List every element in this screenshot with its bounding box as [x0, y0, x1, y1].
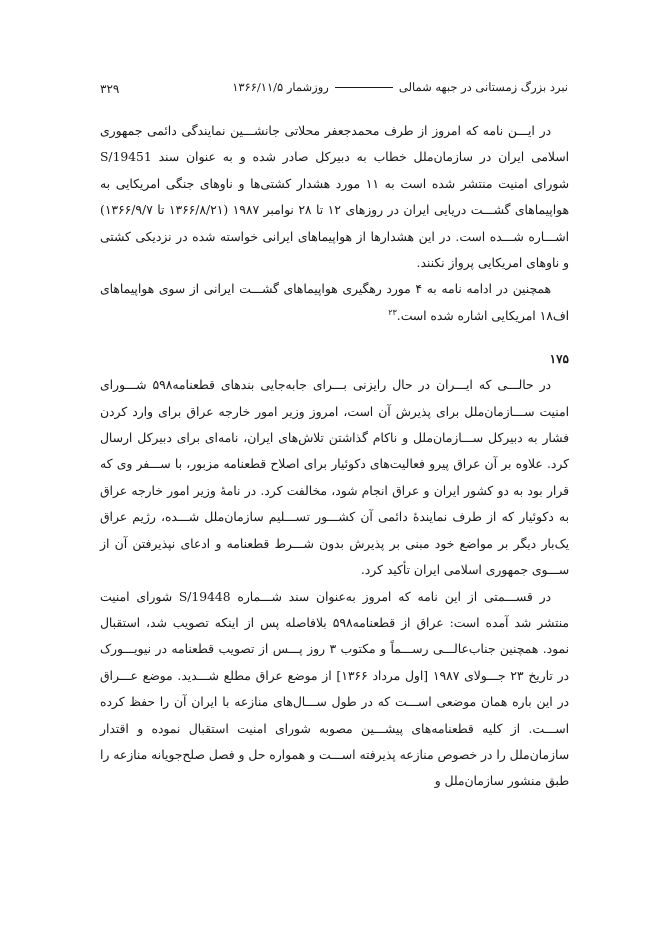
paragraph	[100, 276, 569, 329]
book-title: نبرد بزرگ زمستانی در جبهه شمالی	[398, 80, 568, 94]
page-number: ۳۲۹	[100, 82, 120, 96]
diary-date: روزشمار ۱۳۶۶/۱۱/۵	[232, 80, 329, 94]
header-rule	[335, 87, 393, 88]
footnote-marker: ۲۳	[388, 307, 397, 317]
paragraph: در ایـــن نامه که امروز از طرف محمدجعفر محلاتی جانشـــین نمایندگی دائمی جمهوری اسلامی ایران در سازمان‌ملل خطاب به دبیرکل صادر شده و به عنوان سند S/19451 شورای امنیت منتشر شده است به ۱۱ مورد هشدار کشتی‌ها و ناوهای جنگی امریکایی به هواپیماهای گشـــت دریایی ایران در روزهای ۱۲ تا ۲۸ نوامبر ۱۹۸۷ (۱۳۶۶/۸/۲۱ تا ۱۳۶۶/۹/۷) اشـــاره شـــده است. در این هشدارها از هواپیماهای ایرانی خواسته شده در نزدیکی کشتی و ناوهای امریکایی پرواز نکنند.	[100, 124, 569, 271]
running-header	[232, 80, 568, 94]
body-text	[100, 118, 569, 795]
paragraph-text: همچنین در ادامه نامه به ۴ مورد رهگیری هواپیماهای گشـــت ایرانی از سوی هواپیماهای اف۱۸ امریکایی اشاره شده است.	[100, 282, 569, 323]
paragraph: در حالـــی که ایـــران در حال رایزنی بـــرای جابه‌جایی بندهای قطعنامه۵۹۸ شـــورای امنیت ســـازمان‌ملل برای پذیرش آن است، امروز وزیر امور خارجه عراق برای وارد کردن فشار به دبیرکل ســـازمان‌ملل و ناکام گذاشتن تلاش‌های ایران، نامه‌ای برای دبیرکل ارسال کرد. علاوه بر آن عراق پیرو فعالیت‌های دکوئیار برای اصلاح قطعنامه مزبور، با ســـفر وی که قرار بود به دو کشور ایران و عراق انجام شود، مخالفت کرد. در نامهٔ وزیر امور خارجه عراق به دکوئیار که از طرف نمایندهٔ دائمی آن کشـــور تســـلیم سازمان‌ملل شـــده، رژیم عراق یک‌بار دیگر بر مواضع خود مبنی بر پذیرش بدون شـــرط قطعنامه و ادعای نپذیرفتن آن از ســـوی جمهوری اسلامی ایران تأکید کرد.	[100, 378, 569, 578]
section-number: ۱۷۵	[549, 352, 569, 367]
paragraph: در قســـمتی از این نامه که امروز به‌عنوان سند شـــماره S/19448 شورای امنیت منتشر شد آمده است: عراق از قطعنامه۵۹۸ بلافاصله پس از اینکه تصویب شد، استقبال نمود. همچنین جناب‌عالـــی رســـماً و مکتوب ۳ روز پـــس از تصویب قطعنامه در نیویـــورک در تاریخ ۲۳ جـــولای ۱۹۸۷ [اول مرداد ۱۳۶۶] از موضع عراق مطلع شـــدید. موضع عـــراق در این باره همان موضعی اســـت که در طول ســـال‌های منازعه با ایران آن را حفظ کرده اســـت. از کلیه قطعنامه‌های پیشـــین مصوبه شورای امنیت استقبال نموده و اقتدار سازمان‌ملل را در خصوص منازعه پذیرفته اســـت و همواره حل و فصل صلح‌جویانه منازعه را طبق منشور سازمان‌ملل و	[100, 589, 570, 789]
